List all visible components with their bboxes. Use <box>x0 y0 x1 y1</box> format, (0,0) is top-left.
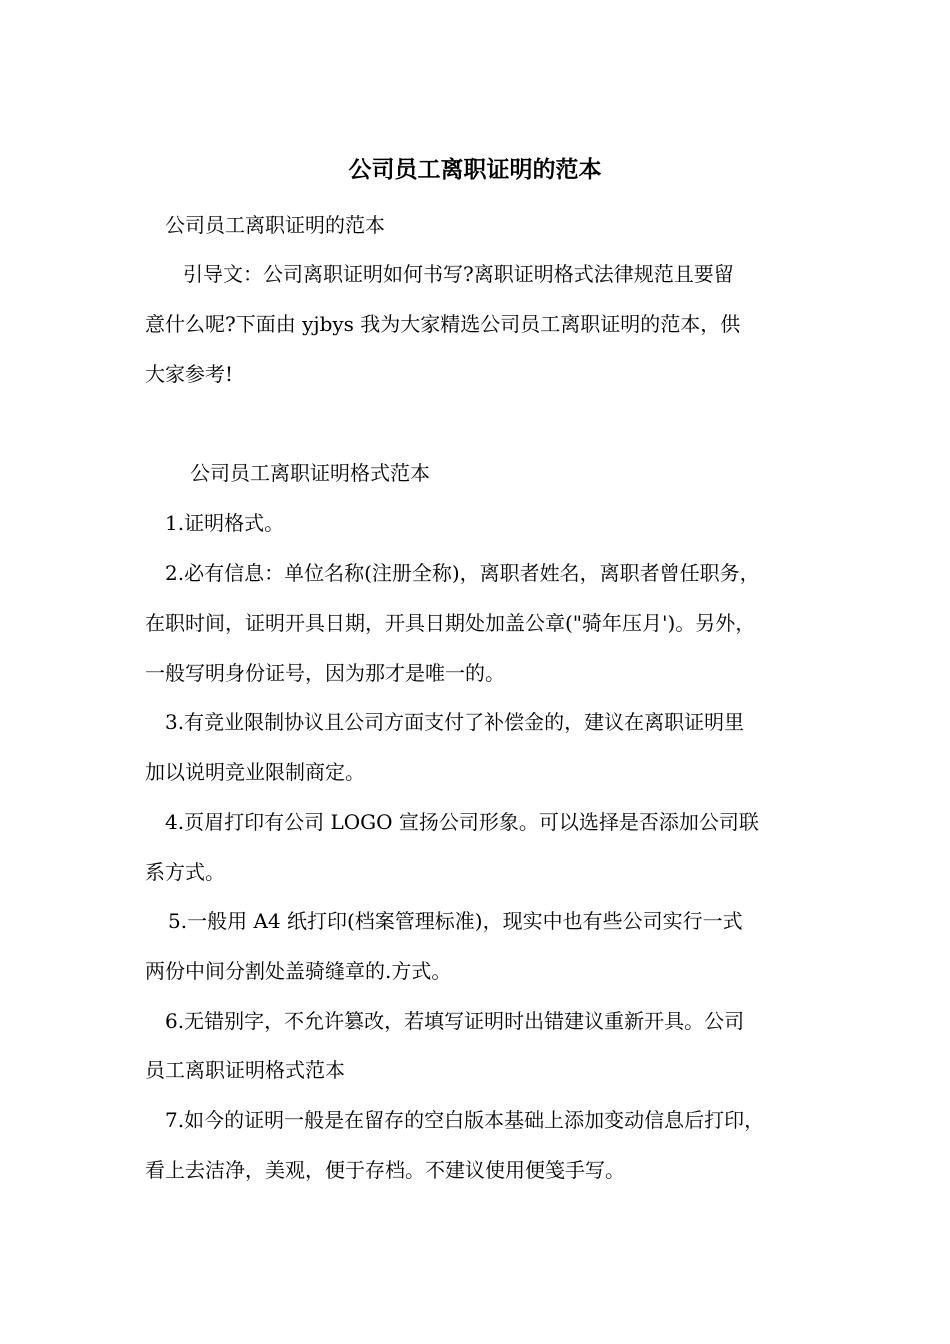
list-item-line: 1.证明格式。 <box>165 511 285 535</box>
list-item-line: 7.如今的证明一般是在留存的空白版本基础上添加变动信息后打印， <box>165 1108 765 1132</box>
intro-line: 引导文：公司离职证明如何书写?离职证明格式法律规范且要留 <box>183 262 734 286</box>
list-item-line: 两份中间分割处盖骑缝章的.方式。 <box>145 959 452 983</box>
list-item-line: 5.一般用 A4 纸打印(档案管理标准)，现实中也有些公司实行一式 <box>168 909 743 933</box>
list-item-line: 加以说明竞业限制商定。 <box>145 760 365 784</box>
intro-line: 大家参考! <box>145 362 234 386</box>
document-title: 公司员工离职证明的范本 <box>348 156 602 183</box>
list-item-line: 一般写明身份证号，因为那才是唯一的。 <box>145 661 505 685</box>
list-item-line: 员工离职证明格式范本 <box>145 1058 345 1082</box>
list-item-line: 系方式。 <box>145 860 225 884</box>
intro-line: 意什么呢?下面由 yjbys 我为大家精选公司员工离职证明的范本，供 <box>145 312 741 336</box>
list-item-line: 6.无错别字，不允许篡改，若填写证明时出错建议重新开具。公司 <box>165 1009 745 1033</box>
section-heading: 公司员工离职证明格式范本 <box>190 461 430 485</box>
list-item-line: 3.有竞业限制协议且公司方面支付了补偿金的，建议在离职证明里 <box>165 710 745 734</box>
list-item-line: 4.页眉打印有公司 LOGO 宣扬公司形象。可以选择是否添加公司联 <box>165 810 759 834</box>
list-item-line: 看上去洁净，美观，便于存档。不建议使用便笺手写。 <box>145 1158 625 1182</box>
list-item-line: 2.必有信息：单位名称(注册全称)，离职者姓名，离职者曾任职务， <box>165 561 760 585</box>
document-subtitle: 公司员工离职证明的范本 <box>165 213 385 237</box>
list-item-line: 在职时间，证明开具日期，开具日期处加盖公章("骑年压月')。另外， <box>145 611 756 635</box>
